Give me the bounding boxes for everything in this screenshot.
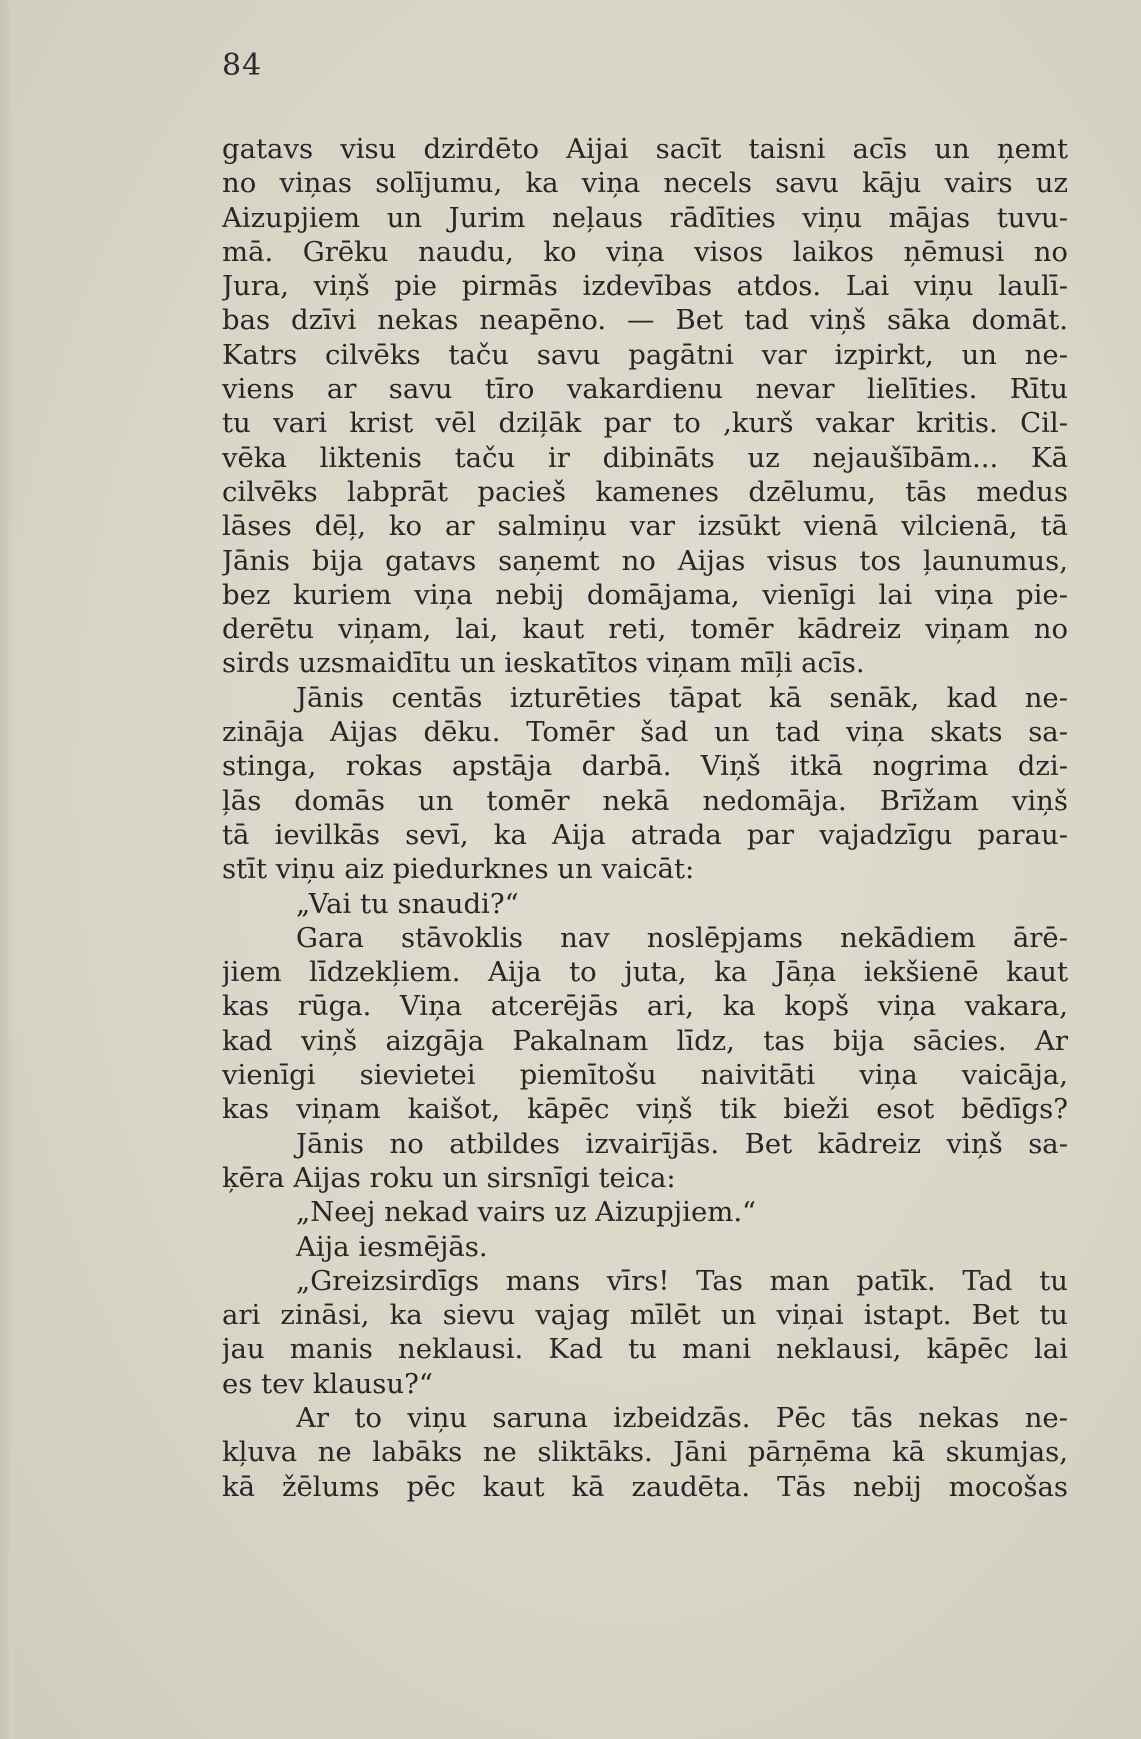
- text-line: Aizupjiem un Jurim neļaus rādīties viņu mājas tuvu-: [222, 201, 1068, 234]
- text-line: cilvēks labprāt pacieš kamenes dzēlumu, tās medus: [222, 475, 1068, 508]
- text-line: ļās domās un tomēr nekā nedomāja. Brīžam viņš: [222, 784, 1068, 817]
- text-line: Jura, viņš pie pirmās izdevības atdos. Lai viņu laulī-: [222, 270, 1068, 303]
- text-line: es tev klausu?“: [222, 1367, 433, 1400]
- text-line: lāses dēļ, ko ar salmiņu var izsūkt vienā vilcienā, tā: [222, 510, 1068, 543]
- text-line: Jānis centās izturēties tāpat kā senāk, kad ne-: [296, 681, 1068, 714]
- text-line: tu vari krist vēl dziļāk par to ,kurš vakar kritis. Cil-: [222, 407, 1068, 440]
- text-line: derētu viņam, lai, kaut reti, tomēr kādreiz viņam no: [222, 613, 1068, 646]
- text-line: „Vai tu snaudi?“: [296, 887, 519, 920]
- text-line: bez kuriem viņa nebij domājama, vienīgi lai viņa pie-: [222, 578, 1068, 611]
- text-line: „Neej nekad vairs uz Aizupjiem.“: [296, 1196, 757, 1229]
- page-edge: [0, 0, 14, 1739]
- text-line: mā. Grēku naudu, ko viņa visos laikos ņēmusi no: [222, 235, 1068, 268]
- text-line: vienīgi sievietei piemītošu naivitāti viņa vaicāja,: [222, 1059, 1068, 1092]
- text-line: viens ar savu tīro vakardienu nevar lielīties. Rītu: [222, 373, 1068, 406]
- text-line: kas viņam kaišot, kāpēc viņš tik bieži esot bēdīgs?: [222, 1093, 1068, 1126]
- text-line: kā žēlums pēc kaut kā zaudēta. Tās nebij mocošas: [222, 1470, 1068, 1503]
- text-line: Jānis bija gatavs saņemt no Aijas visus tos ļaunumus,: [222, 544, 1068, 577]
- text-line: vēka liktenis taču ir dibināts uz nejaušībām... Kā: [222, 441, 1068, 474]
- text-line: Gara stāvoklis nav noslēpjams nekādiem ārē-: [296, 921, 1068, 954]
- text-line: gatavs visu dzirdēto Aijai sacīt taisni acīs un ņemt: [222, 133, 1068, 165]
- text-line: Aija iesmējās.: [296, 1230, 488, 1263]
- page-number: 84: [222, 48, 263, 83]
- text-line: zināja Aijas dēku. Tomēr šad un tad viņa skats sa-: [222, 716, 1068, 749]
- text-line: no viņas solījumu, ka viņa necels savu kāju vairs uz: [222, 167, 1068, 200]
- body-text: [222, 132, 1068, 1504]
- text-line: sirds uzsmaidītu un ieskatītos viņam mīļi acīs.: [222, 647, 865, 680]
- text-line: stīt viņu aiz piedurknes un vaicāt:: [222, 853, 695, 886]
- text-line: tā ievilkās sevī, ka Aija atrada par vajadzīgu parau-: [222, 818, 1068, 851]
- text-line: ari zināsi, ka sievu vajag mīlēt un viņai istapt. Bet tu: [222, 1299, 1068, 1332]
- text-line: bas dzīvi nekas neapēno. — Bet tad viņš sāka domāt.: [222, 304, 1068, 337]
- text-line: „Greizsirdīgs mans vīrs! Tas man patīk. Tad tu: [296, 1264, 1068, 1297]
- text-line: Ar to viņu saruna izbeidzās. Pēc tās nekas ne-: [296, 1401, 1068, 1434]
- text-line: ķēra Aijas roku un sirsnīgi teica:: [222, 1161, 676, 1194]
- text-line: kļuva ne labāks ne sliktāks. Jāni pārņēma kā skumjas,: [222, 1436, 1068, 1469]
- text-line: Jānis no atbildes izvairījās. Bet kādreiz viņš sa-: [296, 1127, 1068, 1160]
- text-line: jau manis neklausi. Kad tu mani neklausi, kāpēc lai: [222, 1333, 1068, 1366]
- text-line: kas rūga. Viņa atcerējās ari, ka kopš viņa vakara,: [222, 990, 1068, 1023]
- text-line: kad viņš aizgāja Pakalnam līdz, tas bija sācies. Ar: [222, 1024, 1068, 1057]
- text-line: jiem līdzekļiem. Aija to juta, ka Jāņa iekšienē kaut: [222, 956, 1068, 989]
- text-line: stinga, rokas apstāja darbā. Viņš itkā nogrima dzi-: [222, 750, 1068, 783]
- text-line: Katrs cilvēks taču savu pagātni var izpirkt, un ne-: [222, 338, 1068, 371]
